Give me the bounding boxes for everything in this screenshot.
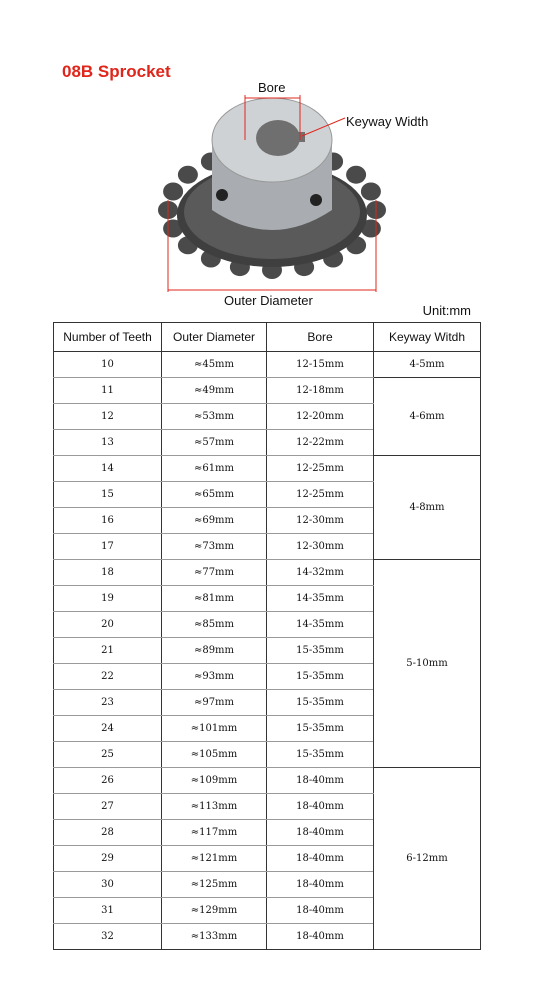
cell-teeth: 31 — [54, 898, 162, 924]
cell-bore: 15-35mm — [267, 742, 374, 768]
cell-teeth: 26 — [54, 768, 162, 794]
keyway-label: Keyway Width — [346, 114, 429, 129]
sprocket-tooth — [361, 183, 381, 201]
set-screw-1 — [216, 189, 228, 201]
cell-outer-diameter: ≈105mm — [162, 742, 267, 768]
sprocket-tooth — [163, 183, 183, 201]
cell-outer-diameter: ≈117mm — [162, 820, 267, 846]
cell-bore: 18-40mm — [267, 846, 374, 872]
cell-teeth: 30 — [54, 872, 162, 898]
cell-outer-diameter: ≈113mm — [162, 794, 267, 820]
set-screw-2 — [310, 194, 322, 206]
cell-teeth: 32 — [54, 924, 162, 950]
cell-bore: 12-18mm — [267, 378, 374, 404]
cell-outer-diameter: ≈77mm — [162, 560, 267, 586]
cell-outer-diameter: ≈65mm — [162, 482, 267, 508]
bore-label: Bore — [258, 80, 286, 95]
outer-diameter-label: Outer Diameter — [224, 293, 313, 308]
cell-bore: 14-35mm — [267, 612, 374, 638]
cell-outer-diameter: ≈45mm — [162, 352, 267, 378]
cell-teeth: 15 — [54, 482, 162, 508]
cell-bore: 12-15mm — [267, 352, 374, 378]
cell-bore: 12-30mm — [267, 534, 374, 560]
cell-teeth: 19 — [54, 586, 162, 612]
bore-hole — [256, 120, 300, 156]
cell-bore: 18-40mm — [267, 924, 374, 950]
cell-outer-diameter: ≈121mm — [162, 846, 267, 872]
table-row — [54, 456, 481, 482]
header-keyway-width: Keyway Witdh — [374, 323, 481, 352]
cell-outer-diameter: ≈69mm — [162, 508, 267, 534]
cell-bore: 14-35mm — [267, 586, 374, 612]
cell-teeth: 20 — [54, 612, 162, 638]
page-title: 08B Sprocket — [62, 62, 171, 81]
cell-teeth: 29 — [54, 846, 162, 872]
cell-teeth: 14 — [54, 456, 162, 482]
cell-outer-diameter: ≈61mm — [162, 456, 267, 482]
cell-teeth: 27 — [54, 794, 162, 820]
cell-bore: 12-22mm — [267, 430, 374, 456]
cell-keyway-width: 4-5mm — [374, 352, 481, 378]
cell-teeth: 25 — [54, 742, 162, 768]
cell-bore: 18-40mm — [267, 768, 374, 794]
cell-bore: 18-40mm — [267, 794, 374, 820]
cell-bore: 18-40mm — [267, 820, 374, 846]
cell-outer-diameter: ≈53mm — [162, 404, 267, 430]
cell-teeth: 17 — [54, 534, 162, 560]
cell-bore: 12-25mm — [267, 482, 374, 508]
sprocket-tooth — [178, 166, 198, 184]
cell-teeth: 16 — [54, 508, 162, 534]
cell-bore: 15-35mm — [267, 664, 374, 690]
cell-outer-diameter: ≈109mm — [162, 768, 267, 794]
cell-keyway-width: 6-12mm — [374, 768, 481, 950]
table-header-row — [54, 323, 481, 352]
cell-teeth: 22 — [54, 664, 162, 690]
cell-bore: 12-25mm — [267, 456, 374, 482]
table-row — [54, 560, 481, 586]
cell-outer-diameter: ≈49mm — [162, 378, 267, 404]
table-row — [54, 378, 481, 404]
cell-teeth: 10 — [54, 352, 162, 378]
cell-keyway-width: 4-6mm — [374, 378, 481, 456]
header-bore: Bore — [267, 323, 374, 352]
table-row — [54, 768, 481, 794]
cell-teeth: 28 — [54, 820, 162, 846]
cell-bore: 12-20mm — [267, 404, 374, 430]
cell-keyway-width: 4-8mm — [374, 456, 481, 560]
table-body — [54, 352, 481, 950]
cell-teeth: 18 — [54, 560, 162, 586]
cell-bore: 15-35mm — [267, 690, 374, 716]
cell-outer-diameter: ≈57mm — [162, 430, 267, 456]
header-teeth: Number of Teeth — [54, 323, 162, 352]
header-outer-diameter: Outer Diameter — [162, 323, 267, 352]
cell-teeth: 23 — [54, 690, 162, 716]
cell-bore: 18-40mm — [267, 898, 374, 924]
cell-outer-diameter: ≈129mm — [162, 898, 267, 924]
cell-outer-diameter: ≈133mm — [162, 924, 267, 950]
cell-outer-diameter: ≈85mm — [162, 612, 267, 638]
cell-bore: 14-32mm — [267, 560, 374, 586]
table-row — [54, 352, 481, 378]
cell-outer-diameter: ≈125mm — [162, 872, 267, 898]
cell-outer-diameter: ≈93mm — [162, 664, 267, 690]
cell-teeth: 12 — [54, 404, 162, 430]
cell-bore: 12-30mm — [267, 508, 374, 534]
cell-outer-diameter: ≈97mm — [162, 690, 267, 716]
sprocket-tooth — [346, 166, 366, 184]
cell-teeth: 21 — [54, 638, 162, 664]
cell-bore: 15-35mm — [267, 716, 374, 742]
cell-teeth: 11 — [54, 378, 162, 404]
cell-outer-diameter: ≈81mm — [162, 586, 267, 612]
sprocket-figure — [0, 0, 533, 310]
cell-keyway-width: 5-10mm — [374, 560, 481, 768]
cell-outer-diameter: ≈73mm — [162, 534, 267, 560]
cell-teeth: 24 — [54, 716, 162, 742]
cell-bore: 18-40mm — [267, 872, 374, 898]
cell-bore: 15-35mm — [267, 638, 374, 664]
cell-teeth: 13 — [54, 430, 162, 456]
cell-outer-diameter: ≈89mm — [162, 638, 267, 664]
unit-label: Unit:mm — [422, 303, 471, 318]
spec-table — [53, 322, 481, 950]
cell-outer-diameter: ≈101mm — [162, 716, 267, 742]
